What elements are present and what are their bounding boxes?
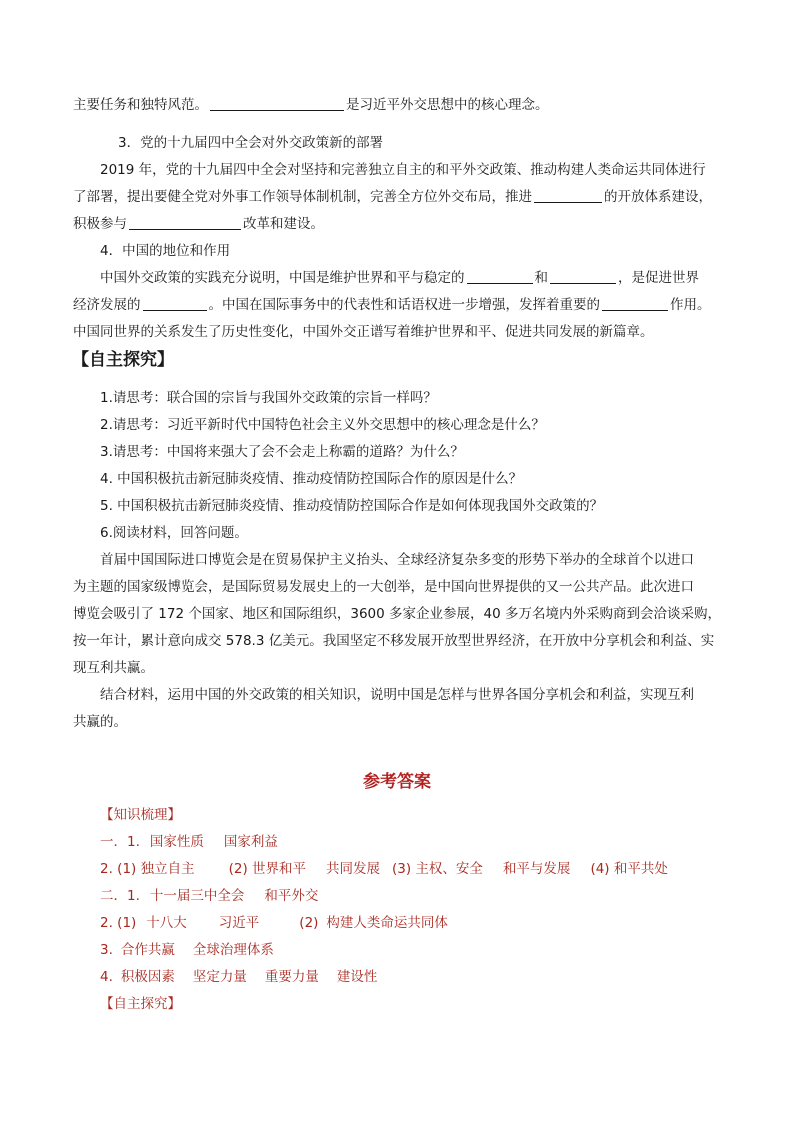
answer-line-4 xyxy=(100,914,448,932)
material-line-3: 博览会吸引了 172 个国家、地区和国际组织，3600 多家企业参展，40 多万名境内外采购商到会洽谈采购， xyxy=(73,606,721,622)
text: 4. xyxy=(100,969,113,985)
text: 。中国在国际事务中的代表性和话语权进一步增强，发挥着重要的 xyxy=(208,297,600,313)
fill-blank xyxy=(550,269,616,284)
question-5: 5. 中国积极抗击新冠肺炎疫情、推动疫情防控国际合作是如何体现我国外交政策的？ xyxy=(100,498,604,514)
text: 共同发展 xyxy=(326,861,381,877)
sec4-line-2 xyxy=(73,296,723,314)
text: 了部署，提出要健全党对外事工作领导体制机制，完善全方位外交布局，推进 xyxy=(73,189,532,205)
text: 2. (1) xyxy=(100,915,137,931)
fill-blank xyxy=(129,215,241,230)
sec2-tail-line xyxy=(73,96,723,114)
text: 十一届三中全会 xyxy=(149,888,245,904)
sec3-line-3 xyxy=(73,215,723,233)
answer-line-3 xyxy=(100,887,318,905)
fill-blank xyxy=(467,269,533,284)
question-2: 2.请思考：习近平新时代中国特色社会主义外交思想中的核心理念是什么？ xyxy=(100,417,545,433)
answer-title: 参考答案 xyxy=(363,772,431,792)
question-4: 4. 中国积极抗击新冠肺炎疫情、推动疫情防控国际合作的原因是什么？ xyxy=(100,471,523,487)
knowledge-heading: 【知识梳理】 xyxy=(100,807,181,823)
text: 坚定力量 xyxy=(192,969,247,985)
text: 建设性 xyxy=(336,969,378,985)
explore-answer-heading: 【自主探究】 xyxy=(100,996,181,1012)
text: (2) xyxy=(299,915,319,931)
text: 十八大 xyxy=(146,915,187,931)
text: 全球治理体系 xyxy=(192,942,274,958)
fill-blank xyxy=(143,296,207,311)
answer-line-2 xyxy=(100,860,668,878)
text: 是习近平外交思想中的核心理念。 xyxy=(346,97,549,113)
question-6: 6.阅读材料，回答问题。 xyxy=(100,525,248,541)
sec3-line-2 xyxy=(73,188,723,206)
text: 作用。 xyxy=(670,297,711,313)
text: ，是促进世界 xyxy=(618,270,699,286)
text: (4) 和平共处 xyxy=(590,861,668,877)
text: 和平外交 xyxy=(264,888,319,904)
text: 构建人类命运共同体 xyxy=(326,915,448,931)
fill-blank xyxy=(534,188,602,203)
material-line-5: 现互利共赢。 xyxy=(73,660,154,676)
text: 习近平 xyxy=(218,915,260,931)
explore-heading: 【自主探究】 xyxy=(72,350,174,370)
task-line-2: 共赢的。 xyxy=(73,714,127,730)
sec3-title: 3．党的十九届四中全会对外交政策新的部署 xyxy=(118,135,384,151)
text: 重要力量 xyxy=(264,969,319,985)
fill-blank xyxy=(602,296,668,311)
text: 和平与发展 xyxy=(502,861,571,877)
question-3: 3.请思考：中国将来强大了会不会走上称霸的道路？为什么？ xyxy=(100,444,464,460)
text: 积极因素 xyxy=(120,969,175,985)
material-line-2: 为主题的国家级博览会，是国际贸易发展史上的一大创举，是中国向世界提供的又一公共产品。此次进口 xyxy=(73,579,694,595)
text: 主要任务和独特风范。 xyxy=(73,97,208,113)
text: 和 xyxy=(534,270,548,286)
text: 改革和建设。 xyxy=(243,216,324,232)
text: (3) 主权、安全 xyxy=(392,861,483,877)
text: 的开放体系建设， xyxy=(604,189,712,205)
sec4-line-3: 中国同世界的关系发生了历史性变化，中国外交正谱写着维护世界和平、促进共同发展的新篇章。 xyxy=(73,324,654,340)
text: 经济发展的 xyxy=(73,297,141,313)
text: (2) 世界和平 xyxy=(228,861,307,877)
text: 一．1. xyxy=(100,834,140,850)
answer-line-1 xyxy=(100,833,278,851)
text: 积极参与 xyxy=(73,216,127,232)
text: 国家性质 xyxy=(149,834,204,850)
text: 2. (1) 独立自主 xyxy=(100,861,195,877)
sec3-line-1: 2019 年，党的十九届四中全会对坚持和完善独立自主的和平外交政策、推动构建人类命运共同体进行 xyxy=(100,162,706,178)
question-1: 1.请思考：联合国的宗旨与我国外交政策的宗旨一样吗？ xyxy=(100,390,437,406)
material-line-4: 按一年计，累计意向成交 578.3 亿美元。我国坚定不移发展开放型世界经济，在开放中分享机会和利益、实 xyxy=(73,633,715,649)
sec4-line-1 xyxy=(100,269,750,287)
text: 国家利益 xyxy=(223,834,278,850)
task-line-1: 结合材料，运用中国的外交政策的相关知识，说明中国是怎样与世界各国分享机会和利益，实现互利 xyxy=(100,687,694,703)
text: 二．1. xyxy=(100,888,140,904)
fill-blank xyxy=(210,96,344,111)
text: 中国外交政策的实践充分说明，中国是维护世界和平与稳定的 xyxy=(100,270,465,286)
sec4-title: 4．中国的地位和作用 xyxy=(100,243,231,259)
text: 合作共赢 xyxy=(120,942,175,958)
answer-line-5 xyxy=(100,941,274,959)
text: 3. xyxy=(100,942,113,958)
answer-line-6 xyxy=(100,968,377,986)
material-line-1: 首届中国国际进口博览会是在贸易保护主义抬头、全球经济复杂多变的形势下举办的全球首个以进口 xyxy=(100,552,694,568)
